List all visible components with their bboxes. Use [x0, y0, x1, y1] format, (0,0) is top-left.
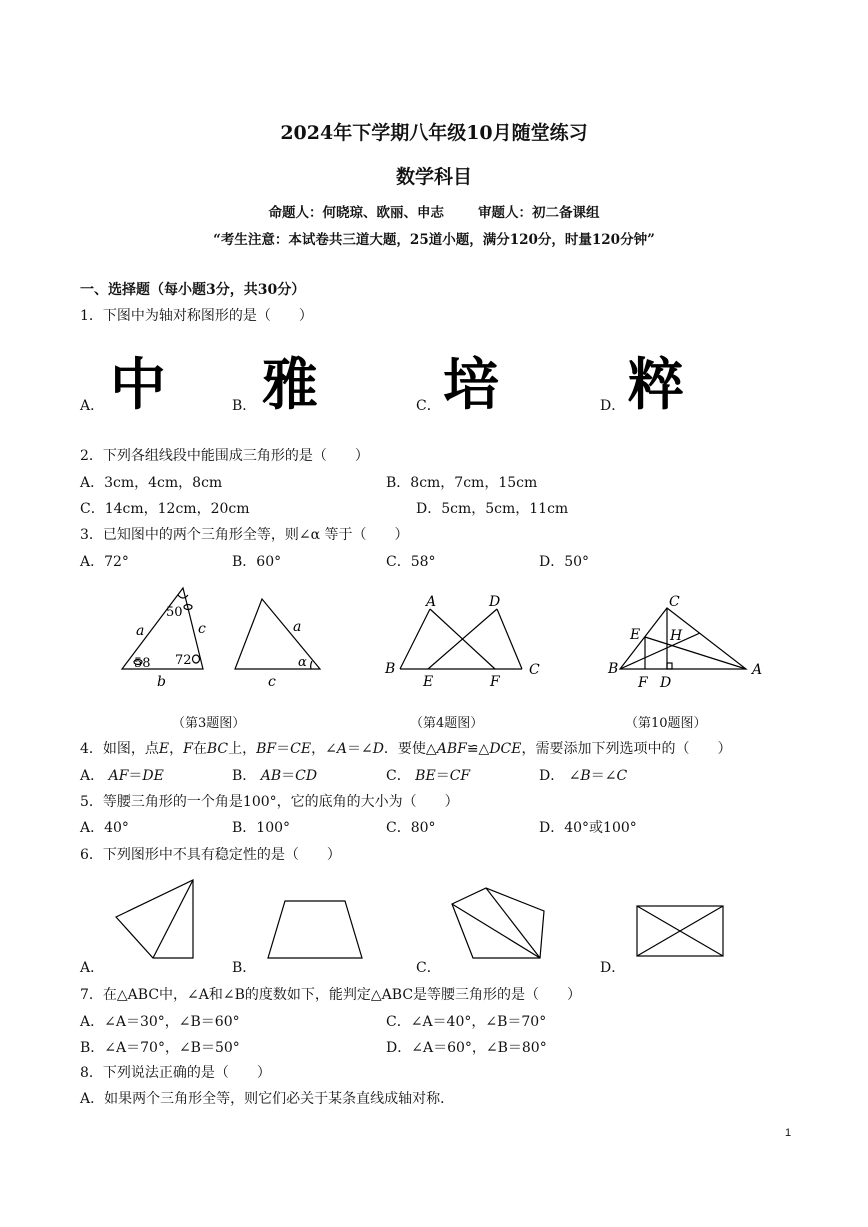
fig10-caption: （第10题图）: [625, 716, 707, 731]
question-2-stem: 2．下列各组线段中能围成三角形的是（ ）: [80, 448, 369, 464]
fig4-point-f: F: [490, 674, 500, 690]
fig10-point-f: F: [638, 675, 648, 691]
fig3-t2-alpha: α: [298, 655, 307, 670]
q1-glyph-b: 雅: [262, 353, 318, 418]
q3-option-a: A．72°: [80, 554, 129, 570]
q2-option-b: B．8cm，7cm，15cm: [386, 475, 538, 491]
q5-option-c: C．80°: [386, 820, 436, 836]
fig4-diagram: [400, 609, 522, 669]
q6-figure-b: [268, 901, 362, 958]
question-1-stem: 1．下图中为轴对称图形的是（ ）: [80, 308, 313, 324]
fig10-point-h: H: [670, 628, 683, 644]
q7-option-b: B．∠A＝70°，∠B＝50°: [80, 1040, 240, 1056]
q1-glyph-a: 中: [110, 353, 166, 418]
question-4-stem: 4．如图，点E，F在BC上，BF＝CE，∠A＝∠D．要使△ABF≌△DCE，需要添加下列选项中的（ ）: [80, 741, 732, 757]
q2-option-d: D．5cm，5cm，11cm: [416, 501, 569, 517]
fig4-point-d: D: [489, 594, 501, 610]
exam-title: 2024年下学期八年级10月随堂练习: [280, 122, 588, 144]
exam-notice: “考生注意：本试卷共三道大题，25道小题，满分120分，时量120分钟”: [213, 232, 655, 248]
q7-option-c: C．∠A＝40°，∠B＝70°: [386, 1014, 547, 1030]
page-number: 1: [785, 1127, 792, 1139]
authors: 命题人：何晓琼、欧丽、申志: [268, 205, 444, 221]
subject-title: 数学科目: [395, 166, 472, 188]
q6-option-d: D．: [600, 960, 626, 976]
q6-option-b: B．: [232, 960, 257, 976]
authors-line: [0, 201, 868, 221]
q4-option-d: D． ∠B＝∠C: [539, 768, 628, 784]
q1-glyph-c: 培: [443, 353, 499, 418]
fig10-point-c: C: [669, 594, 680, 610]
q3-option-b: B．60°: [232, 554, 282, 570]
q1-option-b-label: B．: [232, 398, 257, 414]
fig3-t1-side-b: b: [157, 674, 166, 690]
q6-option-a: A．: [80, 960, 105, 976]
fig10-point-a: A: [752, 662, 763, 678]
fig3-t1-angle-top: 50: [166, 605, 183, 620]
q6-figure-d: [637, 906, 723, 956]
q1-option-a-label: A．: [80, 398, 105, 414]
q2-option-c: C．14cm，12cm，20cm: [80, 501, 250, 517]
fig3-t2-side-a: a: [293, 619, 302, 635]
fig3-caption: （第3题图）: [172, 716, 246, 731]
q2-option-a: A．3cm，4cm，8cm: [80, 475, 223, 491]
fig3-t1-side-c: c: [198, 621, 206, 637]
fig3-t1-angle-right: 72: [175, 653, 192, 668]
fig4-point-e: E: [423, 674, 434, 690]
q4-option-c: C． BE＝CF: [386, 768, 471, 784]
question-3-stem: 3．已知图中的两个三角形全等，则∠α 等于（ ）: [80, 527, 409, 543]
fig3-t1-side-a: a: [136, 623, 145, 639]
q7-option-a: A．∠A＝30°，∠B＝60°: [80, 1014, 240, 1030]
q3-option-d: D．50°: [539, 554, 590, 570]
question-6-stem: 6．下列图形中不具有稳定性的是（ ）: [80, 847, 341, 863]
q8-option-a: A．如果两个三角形全等，则它们必关于某条直线成轴对称．: [80, 1091, 455, 1107]
q6-figure-c: [452, 888, 544, 958]
fig3-t1-angle-left: 58: [134, 656, 151, 671]
q4-option-b: B． AB＝CD: [232, 768, 318, 784]
figures-row: [0, 585, 868, 695]
q6-option-c: C．: [416, 960, 441, 976]
fig3-triangle-2: [235, 599, 320, 669]
fig10-point-d: D: [660, 675, 672, 691]
question-7-stem: 7．在△ABC中，∠A和∠B的度数如下，能判定△ABC是等腰三角形的是（ ）: [80, 987, 582, 1003]
q1-option-d-label: D．: [600, 398, 626, 414]
fig4-point-b: B: [385, 661, 396, 677]
reviewer: 审题人：初二备课组: [478, 205, 600, 221]
q4-option-a: A． AF＝DE: [80, 768, 164, 784]
q1-figures: [0, 340, 868, 420]
fig3-t2-side-c: c: [268, 674, 276, 690]
q3-option-c: C．58°: [386, 554, 436, 570]
question-8-stem: 8．下列说法正确的是（ ）: [80, 1065, 271, 1081]
q6-figures: [0, 870, 868, 965]
q1-glyph-d: 粹: [628, 353, 684, 418]
fig4-point-c: C: [529, 662, 540, 678]
q6-figure-a: [116, 880, 193, 958]
question-5-stem: 5．等腰三角形的一个角是100°，它的底角的大小为（ ）: [80, 794, 459, 810]
q1-option-c-label: C．: [416, 398, 441, 414]
q5-option-a: A．40°: [80, 820, 129, 836]
q5-option-d: D．40°或100°: [539, 820, 637, 836]
q7-option-d: D．∠A＝60°，∠B＝80°: [386, 1040, 547, 1056]
fig10-point-b: B: [608, 661, 619, 677]
q5-option-b: B．100°: [232, 820, 291, 836]
fig4-caption: （第4题图）: [410, 716, 484, 731]
fig10-point-e: E: [630, 627, 641, 643]
section-heading: 一、选择题（每小题3分，共30分）: [80, 282, 306, 298]
fig4-point-a: A: [426, 594, 437, 610]
